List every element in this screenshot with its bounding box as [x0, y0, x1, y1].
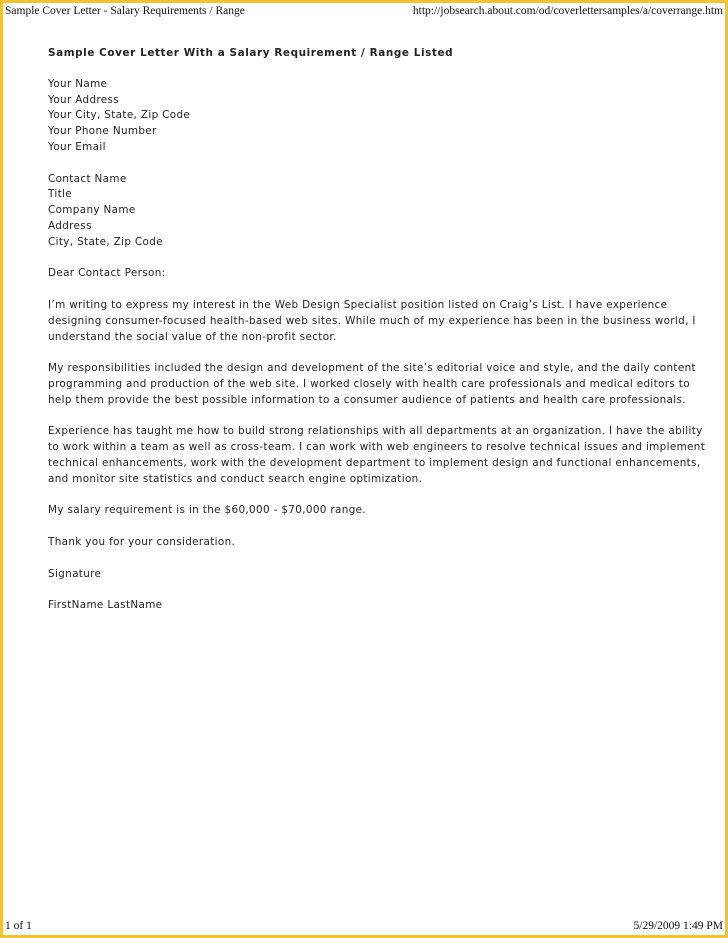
paragraph-interest: [48, 298, 696, 345]
paragraph-line: technical enhancements, work with the development department to implement design and functional enhancements,: [48, 456, 701, 469]
paragraph-salary: [48, 503, 688, 519]
recipient-company: Company Name: [48, 204, 136, 217]
paragraph-experience: [48, 424, 706, 487]
sender-email: Your Email: [48, 140, 106, 153]
paragraph-line: help them provide the best possible information to a consumer audience of patients and health care professionals.: [48, 393, 686, 406]
paragraph-line: My responsibilities included the design and development of the site’s editorial voice and style, and the daily content: [48, 362, 696, 375]
paragraph-responsibilities: [48, 361, 696, 408]
recipient-city: City, State, Zip Code: [48, 235, 163, 248]
recipient-name: Contact Name: [48, 172, 127, 185]
paragraph-line: designing consumer-focused health-based web sites. While much of my experience has been in the business world, I: [48, 314, 696, 327]
print-header: [5, 5, 723, 17]
paragraph-line: My salary requirement is in the $60,000 - $70,000 range.: [48, 504, 367, 517]
paragraph-line: understand the social value of the non-profit sector.: [48, 330, 337, 343]
signature: Signature: [48, 567, 102, 580]
paragraph-line: to work within a team as well as cross-team. I can work with web engineers to resolve technical issues and implement: [48, 441, 706, 454]
sender-address: Your Address: [48, 93, 120, 106]
paragraph-line: I’m writing to express my interest in the Web Design Specialist position listed on Craig’s List. I have experience: [48, 298, 668, 311]
sender-city: Your City, State, Zip Code: [48, 109, 191, 122]
page-number: 1 of 1: [5, 920, 32, 932]
paragraph-line: Experience has taught me how to build strong relationships with all departments at an organization. I have the ability: [48, 425, 703, 438]
print-header-url: http://jobsearch.about.com/od/coverlettersamples/a/coverrange.htm: [412, 5, 723, 17]
recipient-address: Address: [48, 219, 92, 232]
printed-name: FirstName LastName: [48, 599, 163, 612]
paragraph-line: and monitor site statistics and conduct search engine optimization.: [48, 472, 423, 485]
sender-phone: Your Phone Number: [48, 125, 157, 138]
cover-letter: [48, 46, 706, 630]
print-timestamp: 5/29/2009 1:49 PM: [633, 920, 723, 932]
print-header-title: Sample Cover Letter - Salary Requirements / Range: [5, 5, 245, 17]
paragraph-thanks: [48, 535, 688, 551]
salutation: Dear Contact Person:: [48, 267, 166, 280]
letter-title: Sample Cover Letter With a Salary Requirement / Range Listed: [48, 47, 454, 59]
recipient-title: Title: [48, 188, 73, 201]
sender-name: Your Name: [48, 77, 108, 90]
sender-block: [48, 77, 688, 156]
print-footer: [5, 920, 723, 932]
paragraph-line: Thank you for your consideration.: [48, 535, 236, 548]
recipient-block: [48, 172, 688, 251]
paragraph-line: programming and production of the web site. I worked closely with health care professionals and medical editors to: [48, 377, 690, 390]
